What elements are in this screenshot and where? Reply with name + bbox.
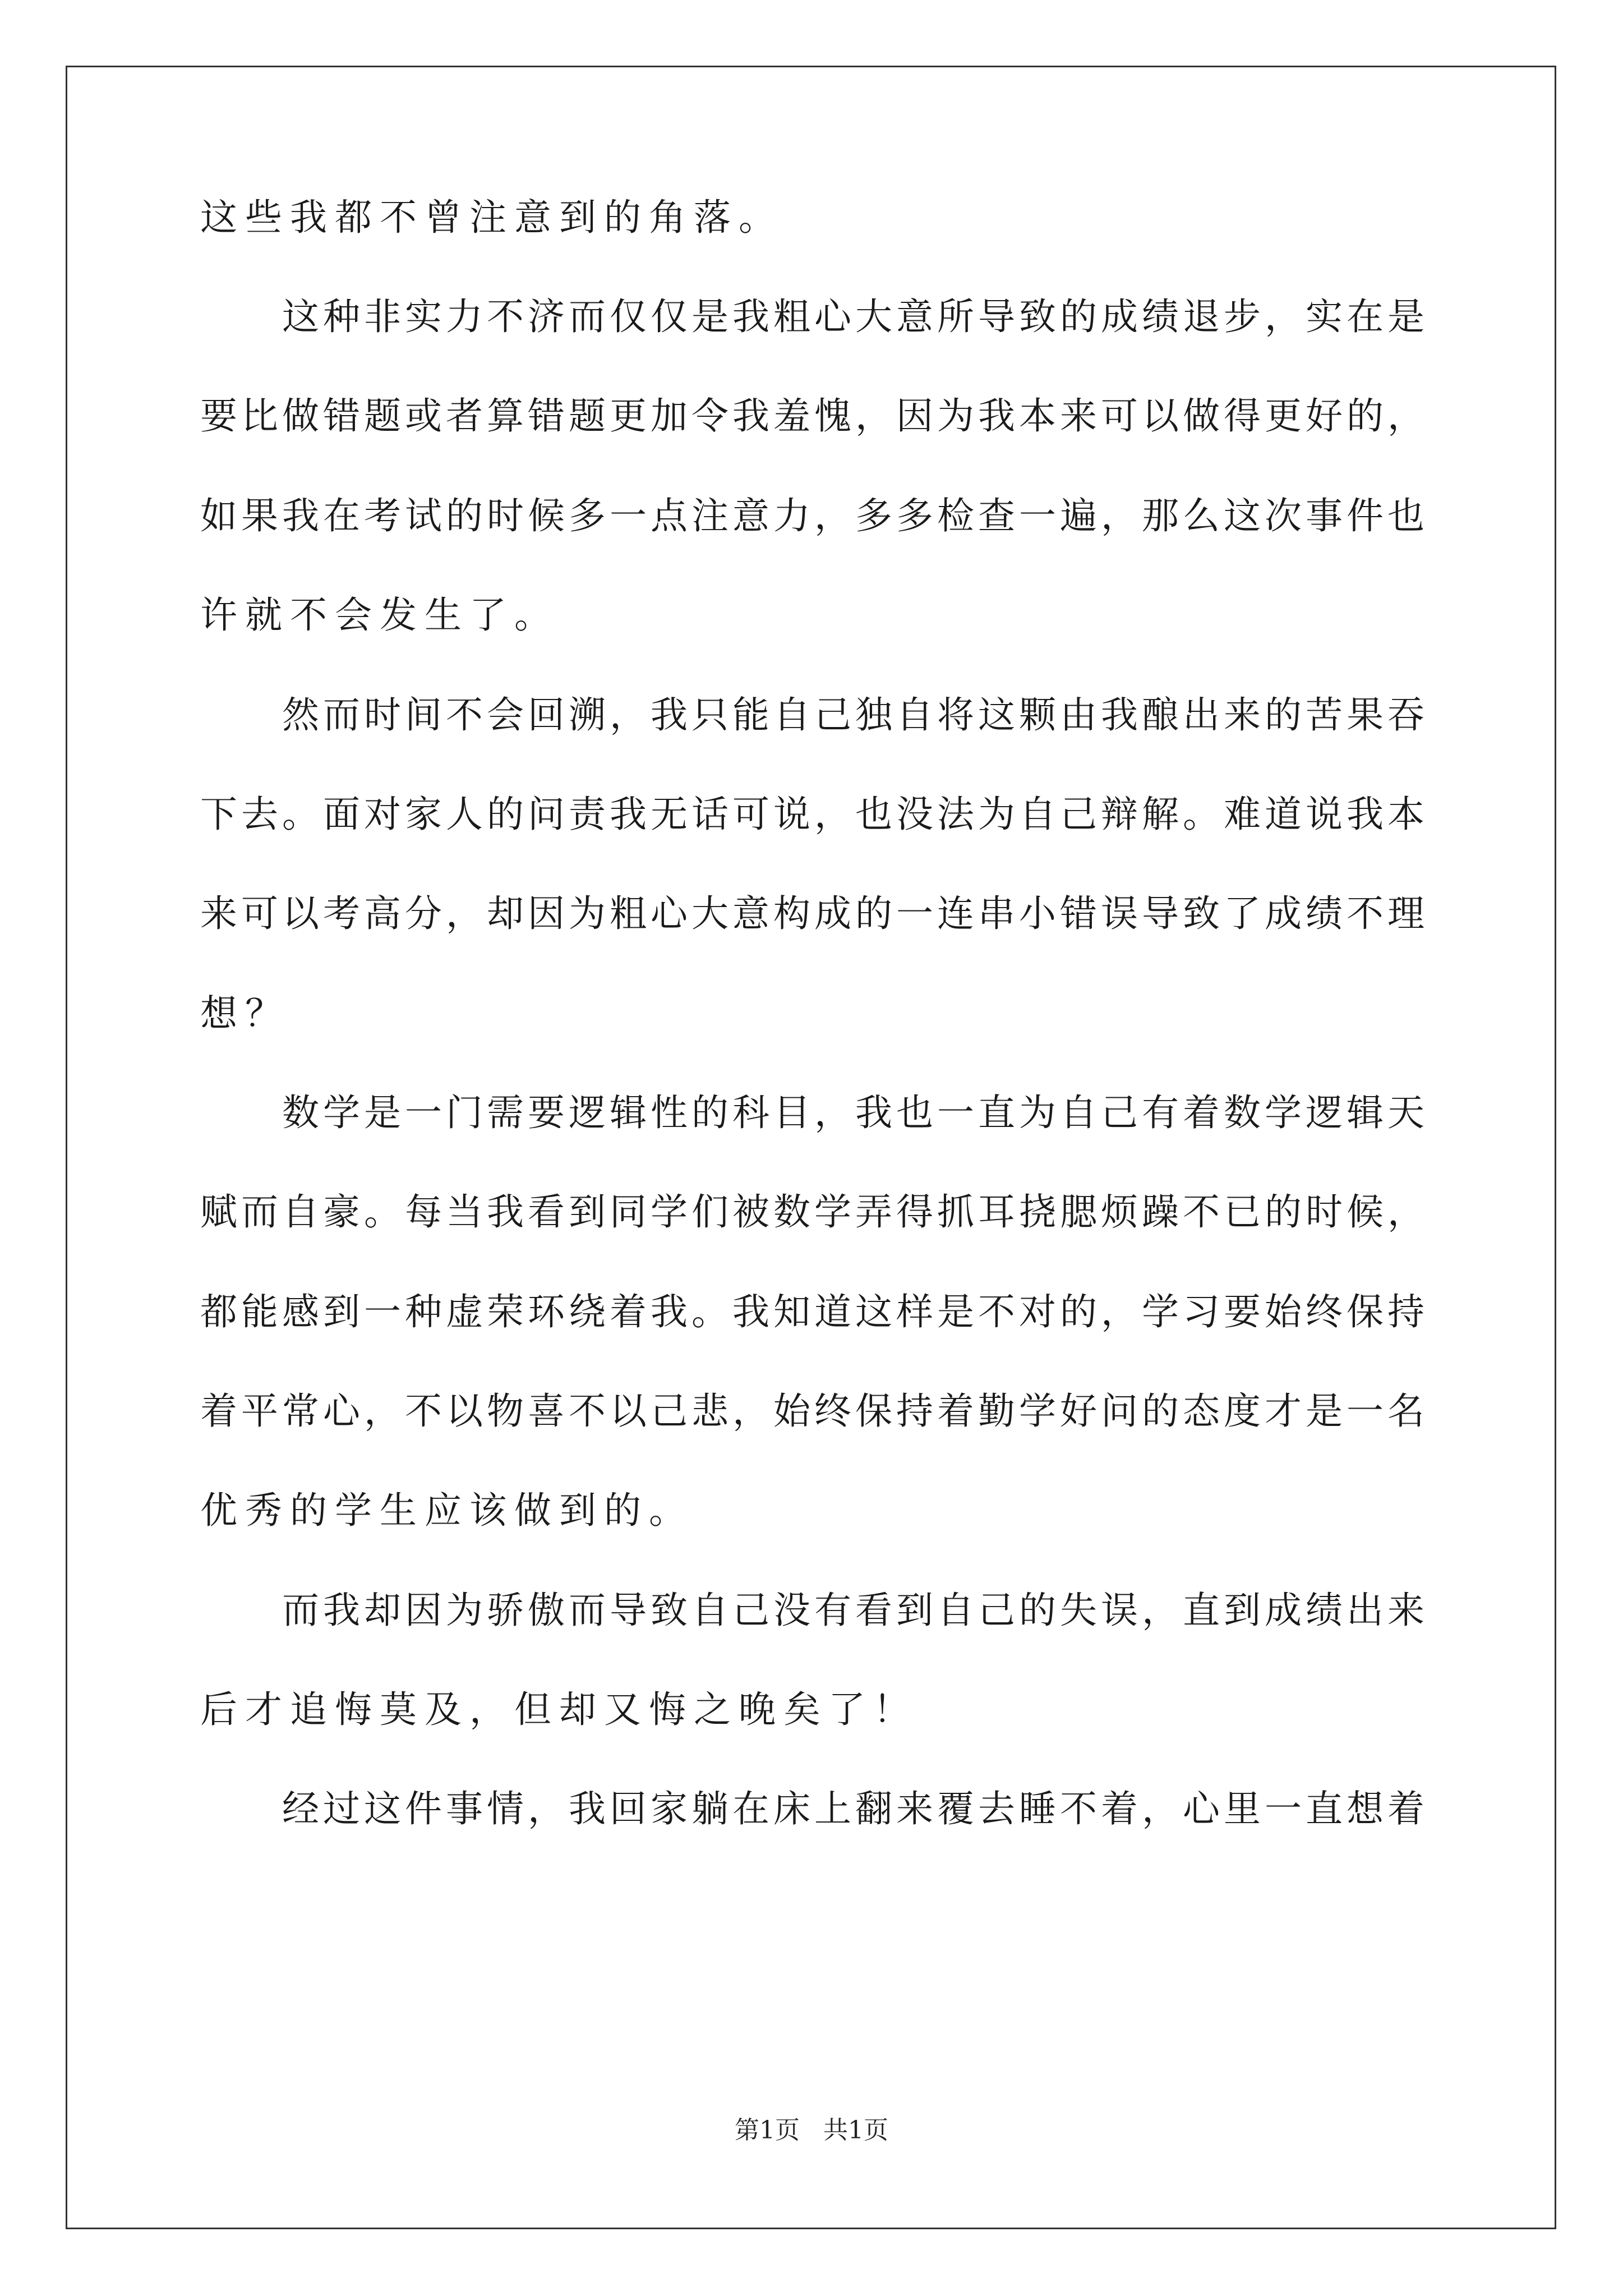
text-line: 数学是一门需要逻辑性的科目，我也一直为自己有着数学逻辑天: [282, 1091, 1428, 1134]
text-line: 赋而自豪。每当我看到同学们被数学弄得抓耳挠腮烦躁不已的时候，: [200, 1190, 1428, 1234]
text-line: 如果我在考试的时候多一点注意力，多多检查一遍，那么这次事件也: [200, 494, 1428, 537]
text-line: 而我却因为骄傲而导致自己没有看到自己的失误，直到成绩出来: [282, 1589, 1428, 1632]
text-line: 下去。面对家人的问责我无话可说，也没法为自己辩解。难道说我本: [200, 793, 1428, 836]
text-line: 这些我都不曾注意到的角落。: [200, 196, 783, 239]
text-line: 经过这件事情，我回家躺在床上翻来覆去睡不着，心里一直想着: [282, 1787, 1428, 1830]
text-line: 许就不会发生了。: [200, 593, 559, 637]
text-line: 要比做错题或者算错题更加令我羞愧，因为我本来可以做得更好的，: [200, 394, 1428, 438]
page-border: [66, 66, 1556, 2229]
page-number-current: 第1页: [735, 2116, 800, 2145]
text-line: 想？: [200, 992, 290, 1035]
text-line: 后才追悔莫及，但却又悔之晚矣了！: [200, 1688, 918, 1731]
text-line: 然而时间不会回溯，我只能自己独自将这颗由我酿出来的苦果吞: [282, 693, 1428, 737]
text-line: 来可以考高分，却因为粗心大意构成的一连串小错误导致了成绩不理: [200, 892, 1428, 935]
text-line: 这种非实力不济而仅仅是我粗心大意所导致的成绩退步，实在是: [282, 295, 1428, 338]
page-number-total: 共1页: [823, 2116, 888, 2145]
text-line: 优秀的学生应该做到的。: [200, 1489, 694, 1532]
page-footer: [0, 2115, 1623, 2146]
text-line: 着平常心，不以物喜不以己悲，始终保持着勤学好问的态度才是一名: [200, 1389, 1428, 1433]
text-line: 都能感到一种虚荣环绕着我。我知道这样是不对的，学习要始终保持: [200, 1290, 1428, 1333]
